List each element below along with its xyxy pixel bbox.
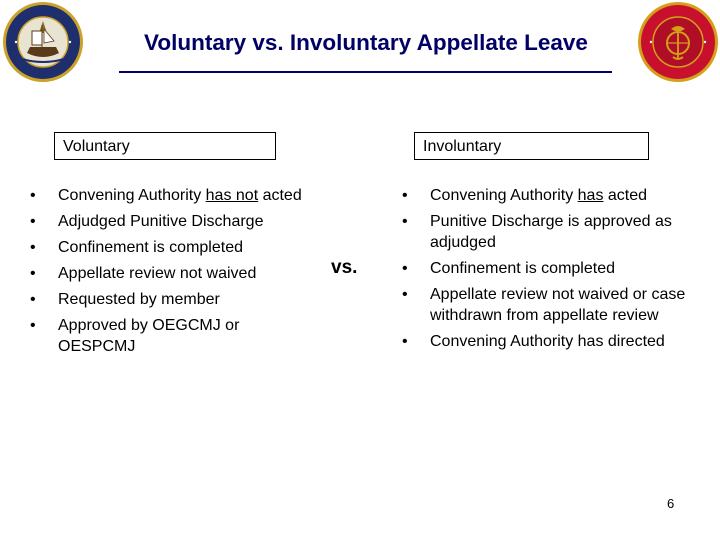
bullet-icon: • (30, 291, 36, 308)
list-item (30, 263, 305, 284)
item-text: Confinement is completed (430, 260, 615, 277)
list-item (30, 289, 305, 310)
item-text: Requested by member (58, 291, 220, 308)
bullet-icon: • (30, 265, 36, 282)
bullet-icon: • (402, 286, 408, 303)
list-item (30, 185, 305, 206)
list-item (402, 211, 692, 253)
item-text: Appellate review not waived or case withdrawn from appellate review (430, 286, 686, 324)
voluntary-header: Voluntary (63, 138, 130, 155)
bullet-icon: • (402, 260, 408, 277)
item-text: Confinement is completed (58, 239, 243, 256)
item-text: Convening Authority has directed (430, 333, 665, 350)
list-item (402, 258, 692, 279)
item-emphasis: has (577, 187, 604, 204)
marine-corps-seal-icon (637, 1, 719, 83)
list-item (402, 185, 692, 206)
voluntary-header-box (54, 132, 276, 160)
involuntary-header-box (414, 132, 649, 160)
item-text-end: acted (603, 187, 648, 204)
item-emphasis: has not (205, 187, 259, 204)
list-item (30, 237, 305, 258)
page-number: 6 (667, 496, 675, 511)
item-text-end: acted (258, 187, 302, 204)
item-text: Convening Authority (430, 187, 578, 204)
list-item (30, 211, 305, 232)
bullet-icon: • (402, 213, 408, 230)
involuntary-header: Involuntary (423, 138, 502, 155)
voluntary-list (30, 185, 305, 362)
list-item (30, 315, 305, 357)
item-text: Appellate review not waived (58, 265, 257, 282)
bullet-icon: • (30, 239, 36, 256)
bullet-icon: • (402, 333, 408, 350)
bullet-icon: • (30, 213, 36, 230)
item-text: Adjudged Punitive Discharge (58, 213, 264, 230)
item-text: Approved by OEGCMJ or OESPCMJ (58, 317, 240, 355)
list-item (402, 284, 692, 326)
bullet-icon: • (30, 187, 36, 204)
vs-label: vs. (331, 257, 358, 278)
slide-title: Voluntary vs. Involuntary Appellate Leave (144, 30, 588, 55)
bullet-icon: • (30, 317, 36, 334)
involuntary-list (402, 185, 692, 357)
title-divider (119, 71, 612, 73)
item-text: Convening Authority (58, 187, 206, 204)
bullet-icon: • (402, 187, 408, 204)
list-item (402, 331, 692, 352)
navy-seal-icon (2, 1, 84, 83)
item-text: Punitive Discharge is approved as adjudged (430, 213, 672, 251)
